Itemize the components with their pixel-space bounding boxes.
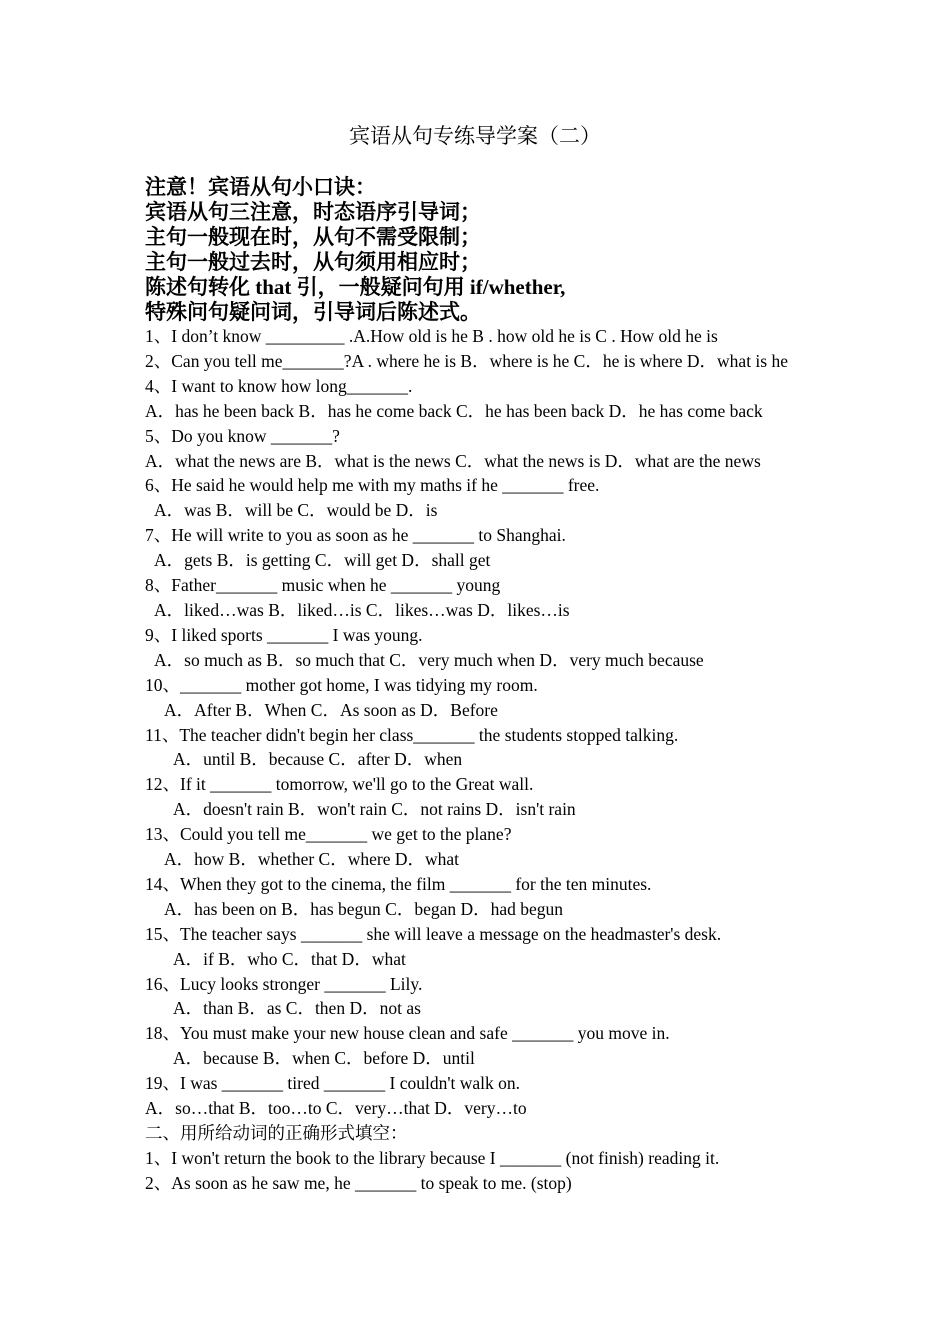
options-line: A．doesn't rain B．won't rain C．not rains D．isn't rain — [173, 799, 576, 820]
options-line: A．because B．when C．before D．until — [173, 1048, 475, 1069]
notice-line: 注意！宾语从句小口诀： — [145, 175, 376, 199]
question-line: 5、Do you know _______? — [145, 425, 340, 446]
question-line: 1、I don’t know _________ .A.How old is he B . how old he is C . How old he is — [145, 326, 718, 346]
options-line: A．so…that B．too…to C．very…that D．very…to — [145, 1098, 527, 1119]
options-line: A．liked…was B．liked…is C．likes…was D．likes…is — [154, 599, 570, 620]
question-line: 8、Father_______ music when he _______ young — [145, 575, 501, 596]
mnemonic-notice — [145, 175, 825, 325]
question-line: 1、I won't return the book to the library because I _______ (not finish) reading it. — [145, 1147, 720, 1168]
options-line: A．what the news are B．what is the news C．what the news is D．what are the news — [145, 450, 761, 471]
options-line: A．until B．because C．after D．when — [173, 749, 463, 770]
question-line: 18、You must make your new house clean and safe _______ you move in. — [145, 1023, 670, 1044]
question-line: 11、The teacher didn't begin her class_______ the students stopped talking. — [145, 724, 679, 745]
notice-line: 主句一般现在时，从句不需受限制； — [145, 225, 481, 249]
question-line: 7、He will write to you as soon as he _______ to Shanghai. — [145, 525, 566, 546]
question-line: 12、If it _______ tomorrow, we'll go to the Great wall. — [145, 774, 534, 795]
options-line: A．has been on B．has begun C．began D．had begun — [164, 898, 564, 919]
notice-line: 宾语从句三注意，时态语序引导词； — [145, 200, 481, 224]
question-line: 16、Lucy looks stronger _______ Lily. — [145, 973, 423, 994]
question-line: 14、When they got to the cinema, the film _______ for the ten minutes. — [145, 873, 652, 894]
options-line: A．so much as B．so much that C．very much when D．very much because — [154, 649, 704, 670]
options-line: A．if B．who C．that D．what — [173, 948, 406, 969]
page-title: 宾语从句专练导学案（二） — [349, 124, 601, 148]
options-line: A．how B．whether C．where D．what — [164, 849, 460, 870]
question-line: 2、As soon as he saw me, he _______ to speak to me. (stop) — [145, 1172, 572, 1193]
question-line: 2、Can you tell me_______?A . where he is B．where is he C．he is where D．what is he — [145, 350, 788, 371]
question-line: 6、He said he would help me with my maths if he _______ free. — [145, 475, 600, 496]
options-line: A．has he been back B．has he come back C．he has been back D．he has come back — [145, 400, 763, 421]
notice-line: 主句一般过去时，从句须用相应时； — [145, 250, 481, 274]
notice-line: 特殊问句疑问词，引导词后陈述式。 — [145, 300, 481, 324]
question-line: 9、I liked sports _______ I was young. — [145, 624, 423, 645]
question-line: 13、Could you tell me_______ we get to the plane? — [145, 824, 512, 845]
section-heading: 二、用所给动词的正确形式填空： — [145, 1123, 408, 1143]
exercise-list — [145, 324, 815, 1196]
options-line: A．After B．When C．As soon as D．Before — [164, 699, 498, 720]
question-line: 19、I was _______ tired _______ I couldn't walk on. — [145, 1073, 520, 1094]
options-line: A．gets B．is getting C．will get D．shall get — [154, 550, 491, 571]
options-line: A．than B．as C．then D．not as — [173, 998, 421, 1019]
options-line: A．was B．will be C．would be D．is — [154, 500, 438, 521]
question-line: 15、The teacher says _______ she will leave a message on the headmaster's desk. — [145, 923, 722, 944]
question-line: 4、I want to know how long_______. — [145, 375, 413, 396]
notice-line: 陈述句转化 that 引，一般疑问句用 if/whether, — [145, 275, 566, 299]
question-line: 10、_______ mother got home, I was tidying my room. — [145, 674, 538, 695]
